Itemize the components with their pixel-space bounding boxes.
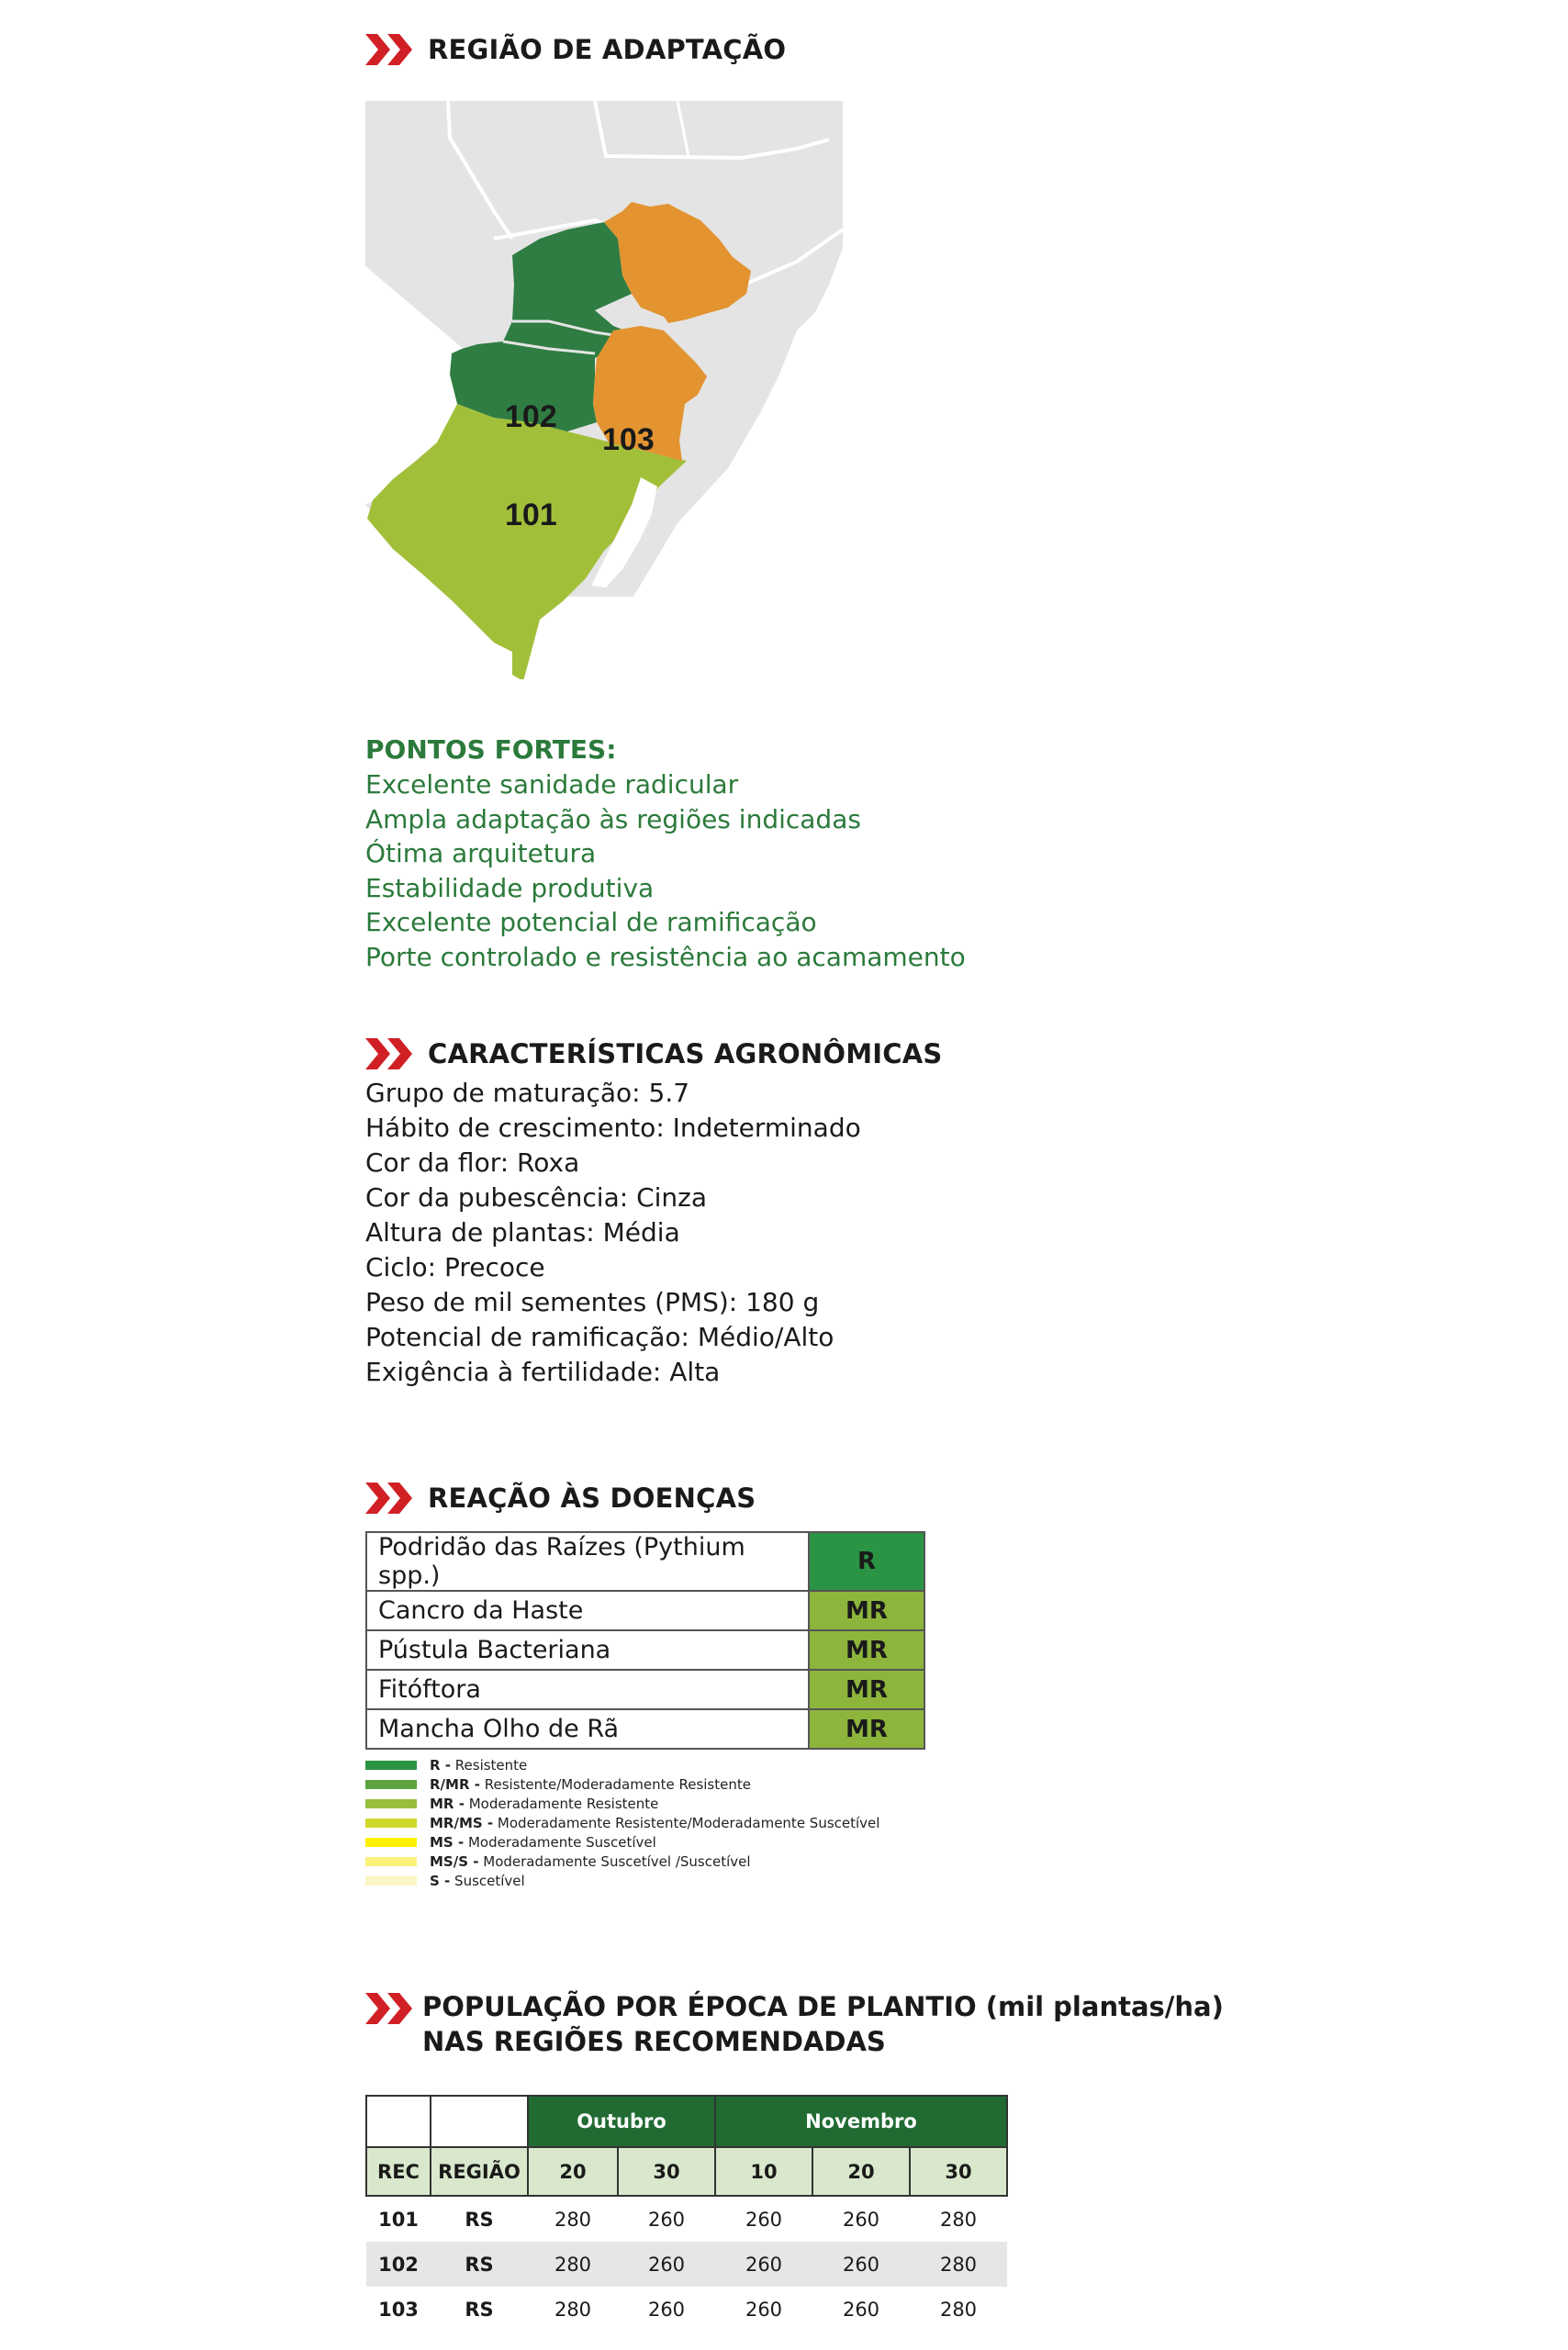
table-cell: 260 [647, 2298, 686, 2321]
legend-desc: Resistente/Moderadamente Resistente [484, 1775, 751, 1793]
table-cell: RS [465, 2298, 494, 2321]
table-cell: 280 [554, 2298, 592, 2321]
table-cell: 280 [910, 2242, 1007, 2287]
strength-item: Excelente sanidade radicular [365, 769, 739, 800]
disease-reaction: R [809, 1532, 924, 1591]
month-header-november: Novembro [715, 2096, 1007, 2147]
disease-legend [365, 1755, 879, 1890]
table-cell: 103 [378, 2298, 419, 2321]
legend-desc: Moderadamente Resistente [468, 1795, 659, 1812]
column-header: 30 [618, 2147, 715, 2196]
table-cell: 260 [715, 2242, 812, 2287]
empty-header-cell [431, 2096, 528, 2147]
characteristic-item: Potencial de ramificação: Médio/Alto [365, 1322, 834, 1352]
empty-header-cell [366, 2096, 431, 2147]
column-header: REGIÃO [431, 2147, 528, 2196]
disease-name: Fitóftora [366, 1670, 809, 1709]
legend-item [365, 1794, 879, 1813]
double-chevron-icon [365, 1483, 415, 1514]
table-row [366, 1591, 924, 1630]
month-header-october: Outubro [528, 2096, 715, 2147]
strength-item: Ótima arquitetura [365, 838, 597, 868]
legend-item [365, 1755, 879, 1774]
characteristic-item: Hábito de crescimento: Indeterminado [365, 1113, 861, 1143]
table-cell: 260 [842, 2208, 880, 2231]
double-chevron-icon [365, 1993, 415, 2024]
characteristic-item: Altura de plantas: Média [365, 1217, 680, 1248]
characteristics-list [365, 1076, 861, 1390]
legend-desc: Moderadamente Resistente/Moderadamente Suscetível [497, 1814, 880, 1831]
table-cell: 260 [618, 2242, 715, 2287]
characteristics-title: CARACTERÍSTICAS AGRONÔMICAS [428, 1038, 943, 1069]
table-cell: 280 [939, 2208, 978, 2231]
column-header: 20 [528, 2147, 618, 2196]
table-cell: 102 [366, 2242, 431, 2287]
table-cell: 260 [842, 2298, 880, 2321]
strength-item: Ampla adaptação às regiões indicadas [365, 803, 861, 834]
legend-item [365, 1813, 879, 1832]
legend-item [365, 1832, 879, 1852]
population-title-line1: POPULAÇÃO POR ÉPOCA DE PLANTIO (mil plantas/ha) [422, 1991, 1224, 2022]
legend-code: R - [430, 1756, 451, 1774]
legend-desc: Moderadamente Suscetível [467, 1833, 656, 1851]
legend-item [365, 1774, 879, 1794]
legend-code: R/MR - [430, 1775, 480, 1793]
table-cell: 260 [812, 2242, 910, 2287]
table-cell: 280 [554, 2208, 592, 2231]
disease-name: Cancro da Haste [366, 1591, 809, 1630]
legend-swatch [365, 1780, 417, 1789]
strength-item: Excelente potencial de ramificação [365, 907, 817, 937]
disease-reaction: MR [809, 1670, 924, 1709]
characteristic-item: Exigência à fertilidade: Alta [365, 1357, 721, 1387]
table-cell: 280 [528, 2242, 618, 2287]
column-header: 30 [910, 2147, 1007, 2196]
population-table [365, 2095, 1008, 2332]
table-row [366, 1670, 924, 1709]
strength-item: Estabilidade produtiva [365, 872, 655, 903]
legend-code: MS/S - [430, 1852, 479, 1870]
disease-name: Mancha Olho de Rã [366, 1709, 809, 1749]
legend-item [365, 1852, 879, 1871]
characteristic-item: Peso de mil sementes (PMS): 180 g [365, 1287, 820, 1317]
table-cell: 260 [647, 2208, 686, 2231]
legend-swatch [365, 1838, 417, 1847]
region-section-header [365, 31, 786, 68]
legend-code: MR/MS - [430, 1814, 494, 1831]
table-cell: 280 [939, 2298, 978, 2321]
legend-desc: Suscetível [454, 1872, 525, 1889]
table-cell: RS [431, 2242, 528, 2287]
table-row [366, 1630, 924, 1670]
map-label-103: 103 [602, 422, 655, 457]
table-header-row [366, 2096, 1007, 2147]
map-label-101: 101 [505, 498, 557, 532]
disease-reaction: MR [809, 1630, 924, 1670]
diseases-header [365, 1480, 756, 1516]
legend-swatch [365, 1799, 417, 1808]
legend-code: S - [430, 1872, 451, 1889]
characteristic-item: Ciclo: Precoce [365, 1252, 545, 1282]
adaptation-region-map [365, 101, 843, 679]
region-section-title: REGIÃO DE ADAPTAÇÃO [428, 34, 787, 65]
population-title [422, 1989, 1224, 2059]
disease-name: Pústula Bacteriana [366, 1630, 809, 1670]
legend-swatch [365, 1761, 417, 1770]
characteristic-item: Cor da pubescência: Cinza [365, 1182, 707, 1213]
double-chevron-icon [365, 34, 415, 65]
legend-code: MR - [430, 1795, 465, 1812]
legend-swatch [365, 1857, 417, 1866]
population-title-line2: NAS REGIÕES RECOMENDADAS [422, 2026, 886, 2057]
legend-item [365, 1871, 879, 1890]
disease-name: Podridão das Raízes (Pythium spp.) [366, 1532, 809, 1591]
table-cell: 260 [745, 2208, 783, 2231]
column-header: 10 [715, 2147, 812, 2196]
table-row [366, 2242, 1007, 2287]
double-chevron-icon [365, 1038, 415, 1069]
map-label-102: 102 [505, 399, 557, 434]
legend-swatch [365, 1876, 417, 1886]
legend-code: MS - [430, 1833, 465, 1851]
legend-desc: Moderadamente Suscetível /Suscetível [483, 1852, 751, 1870]
column-header: 20 [812, 2147, 910, 2196]
table-row [366, 1532, 924, 1591]
table-row [366, 2287, 1007, 2332]
table-cell: 101 [378, 2208, 419, 2231]
disease-reaction: MR [809, 1709, 924, 1749]
disease-reaction: MR [809, 1591, 924, 1630]
table-header-row [366, 2147, 1007, 2196]
strengths-block [365, 733, 966, 974]
table-row [366, 2196, 1007, 2242]
legend-swatch [365, 1818, 417, 1828]
characteristics-header [365, 1035, 942, 1072]
disease-reaction-table [365, 1531, 925, 1750]
column-header: REC [366, 2147, 431, 2196]
table-row [366, 1709, 924, 1749]
table-cell: 260 [745, 2298, 783, 2321]
strengths-title: PONTOS FORTES: [365, 734, 617, 765]
characteristic-item: Cor da flor: Roxa [365, 1147, 580, 1178]
table-cell: RS [465, 2208, 494, 2231]
legend-desc: Resistente [454, 1756, 528, 1774]
diseases-title: REAÇÃO ÀS DOENÇAS [428, 1483, 756, 1514]
characteristic-item: Grupo de maturação: 5.7 [365, 1078, 690, 1108]
strength-item: Porte controlado e resistência ao acamamento [365, 941, 966, 972]
